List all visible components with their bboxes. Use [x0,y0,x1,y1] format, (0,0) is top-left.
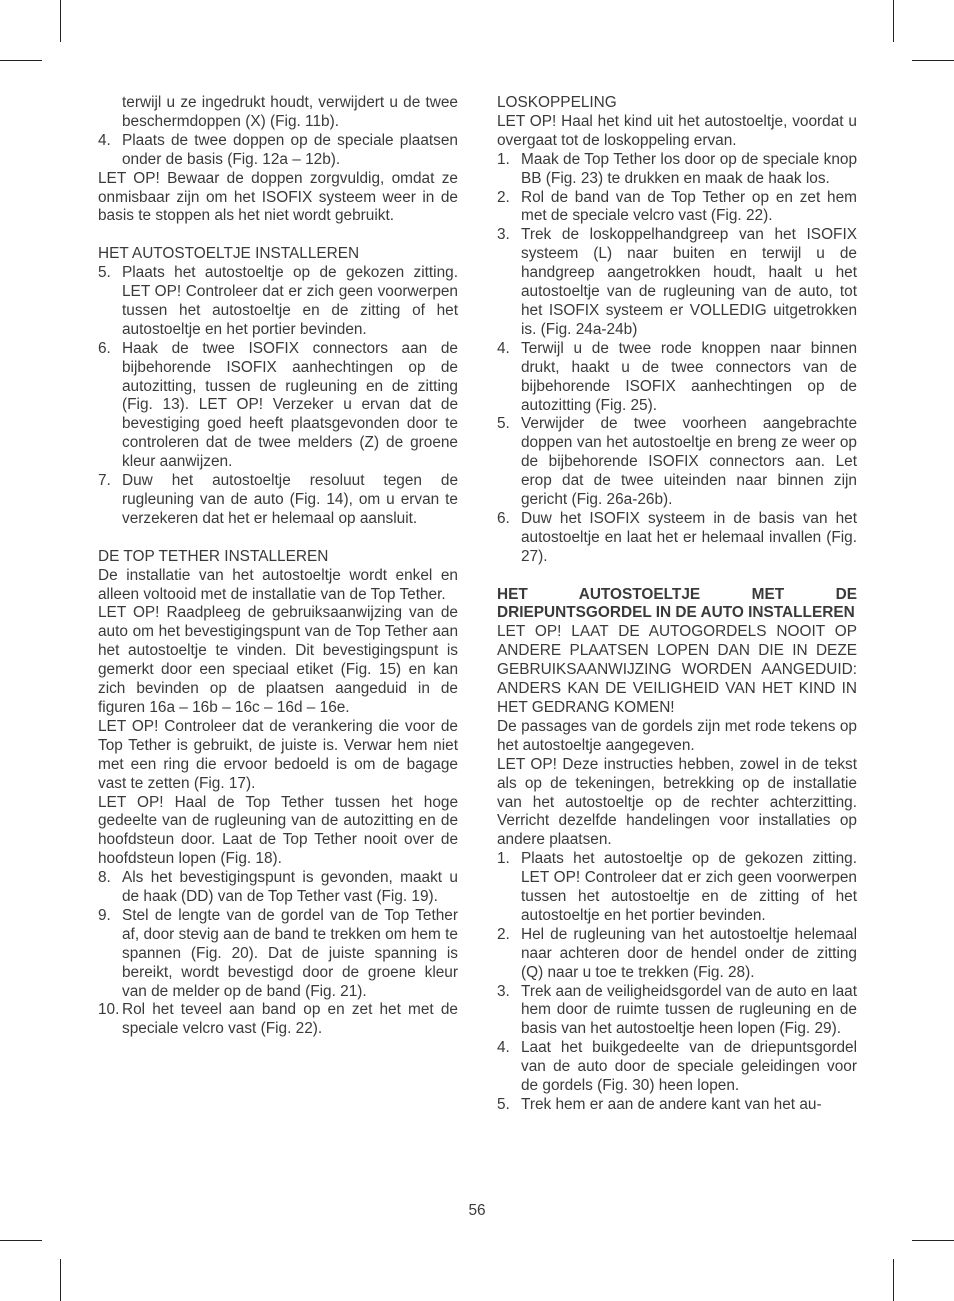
paragraph: LET OP! Raadpleeg de gebruiksaanwijzing van de auto om het bevestigingspunt van de Top Tether aan het autostoeltje te vinden. Dit bevestigingspunt is gemerkt door een speciaal etiket (Fig. 15) en kan zich bevinden op de plaatsen aangeduid in de figuren 16a – 16b – 16c – 16d – 16e. [98,604,458,716]
paragraph: LET OP! LAAT DE AUTOGORDELS NOOIT OP ANDERE PLAATSEN LOPEN DAN DIE IN DEZE GEBRUIKSAANWIJZING WORDEN AANGEDUID: ANDERS KAN DE VEILIGHEID VAN HET KIND IN HET GEDRANG KOMEN! [497,623,857,716]
right-column [497,94,857,1115]
paragraph-spacer [98,529,458,548]
list-item [98,869,458,907]
paragraph: LET OP! Deze instructies hebben, zowel in de tekst als op de tekeningen, betrekking op de installatie van het autostoeltje op de rechter achterzitting. Verricht dezelfde handelingen voor installaties op andere plaatsen. [497,755,857,849]
crop-mark [912,60,954,61]
list-item-text: Hel de rugleuning van het autostoeltje helemaal naar achteren door de hendel onder de zitting (Q) naar u toe te trekken (Fig. 28). [521,925,857,981]
crop-mark [0,60,42,61]
list-item-text: Trek hem er aan de andere kant van het au- [521,1096,822,1114]
list-item-text: Duw het ISOFIX systeem in de basis van het autostoeltje en laat het er helemaal invallen (Fig. 27). [521,509,857,565]
list-item-number: 4. [497,339,510,357]
list-item-number: 4. [98,131,111,149]
list-item-number: 3. [497,226,510,244]
list-item-number: 5. [497,415,510,433]
paragraph: DE TOP TETHER INSTALLEREN [98,547,329,565]
list-item [98,1001,458,1039]
left-column [98,94,458,1039]
paragraph: LET OP! Haal het kind uit het autostoeltje, voordat u overgaat tot de loskoppeling ervan. [497,112,857,149]
paragraph: LET OP! Haal de Top Tether tussen het hoge gedeelte van de rugleuning van de autozitting en de hoofdsteun door. Laat de Top Tether nooit over de hoofdsteun lopen (Fig. 18). [98,793,458,868]
list-item-number: 1. [497,150,510,168]
list-item-number: 9. [98,906,111,924]
crop-mark [60,1259,61,1301]
crop-mark [60,0,61,42]
list-item [497,340,857,416]
list-item-text: Als het bevestigingspunt is gevonden, maakt u de haak (DD) van de Top Tether vast (Fig. 19). [122,869,458,906]
crop-mark [0,1240,42,1241]
list-item-number: 7. [98,472,111,490]
list-item-text: Rol het teveel aan band op en zet het met de speciale velcro vast (Fig. 22). [122,1001,458,1038]
list-item [497,926,857,983]
list-item-number: 6. [98,339,111,357]
list-item-number: 5. [98,264,111,282]
list-item-number: 5. [497,1096,510,1114]
list-item [497,510,857,567]
paragraph: HET AUTOSTOELTJE INSTALLEREN [98,245,360,263]
paragraph: De installatie van het autostoeltje wordt enkel en alleen voltooid met de installatie van de Top Tether. [98,566,458,603]
list-item [497,1039,857,1096]
list-item [497,1096,857,1115]
paragraph: LET OP! Controleer dat de verankering die voor de Top Tether is gebruikt, de juiste is. Verwar hem niet met een ring die ervoor bedoeld is om de bagage vast te zetten (Fig. 17). [98,717,458,792]
list-item [497,189,857,227]
list-item-text: Duw het autostoeltje resoluut tegen de rugleuning van de auto (Fig. 14), om u ervan te verzekeren dat het er helemaal op aansluit. [122,472,458,527]
list-item [497,226,857,339]
list-item-number: 2. [497,925,510,943]
list-item-text: Trek aan de veiligheidsgordel van de auto en laat hem door de ruimte tussen de rugleuning en de basis van het autostoeltje heen lopen (Fig. 29). [521,982,857,1038]
list-item [497,850,857,926]
list-item [98,132,458,170]
paragraph: De passages van de gordels zijn met rode tekens op het autostoeltje aangegeven. [497,717,857,754]
list-item-number: 1. [497,850,510,868]
list-item-text: Terwijl u de twee rode knoppen naar binnen drukt, haakt u de twee connectors van de bijbehorende ISOFIX aanhechtingen op de autozitting (Fig. 25). [521,339,857,414]
list-item-number: 2. [497,188,510,206]
list-item-number: 4. [497,1039,510,1057]
list-item-text: Trek de loskoppelhandgreep van het ISOFIX systeem (L) naar buiten en terwijl u de handgreep aangetrokken houdt, haalt u het autostoeltje van de rugleuning van de auto, tot het ISOFIX systeem er VOLLEDIG uitgetrokken is. (Fig. 24a-24b) [521,226,857,338]
list-item-text: Rol de band van de Top Tether op en zet hem met de speciale velcro vast (Fig. 22). [521,188,857,225]
paragraph-spacer [98,226,458,245]
paragraph-spacer [497,567,857,586]
crop-mark [893,1259,894,1301]
paragraph: LOSKOPPELING [497,94,617,111]
list-item [98,264,458,340]
paragraph: LET OP! Bewaar de doppen zorgvuldig, omdat ze onmisbaar zijn om het ISOFIX systeem weer in de basis te stoppen als het niet wordt gebruikt. [98,169,458,225]
list-item-text: Plaats het autostoeltje op de gekozen zitting. LET OP! Controleer dat er zich geen voorwerpen tussen het autostoeltje en de zitting of het autostoeltje en het portier bevinden. [122,264,458,338]
list-item [497,415,857,510]
list-item [98,472,458,529]
section-heading: HET AUTOSTOELTJE MET DE DRIEPUNTSGORDEL IN DE AUTO INSTALLEREN [497,585,857,622]
list-item-continuation [98,94,458,132]
list-item-text: Maak de Top Tether los door op de speciale knop BB (Fig. 23) te drukken en maak de haak los. [521,150,857,187]
list-item-text: Stel de lengte van de gordel van de Top Tether af, door stevig aan de band te trekken om hem te spannen (Fig. 20). Dat de juiste spanning is bereikt, wordt bevestigd door de groene kleur van de melder op de band (Fig. 21). [122,906,458,1000]
page-number: 56 [468,1202,486,1219]
list-item-text: Laat het buikgedeelte van de driepuntsgordel van de auto door de speciale geleidingen voor de gordels (Fig. 30) heen lopen. [521,1039,857,1095]
list-item-number: 3. [497,982,510,1000]
list-item-number: 8. [98,869,111,887]
crop-mark [893,0,894,42]
list-item-text: Verwijder de twee voorheen aangebrachte doppen van het autostoeltje en breng ze weer op de bijbehorende ISOFIX connectors aan. Let erop dat de twee uiteinden naar binnen zijn gericht (Fig. 26a-26b). [521,415,857,509]
list-item [497,151,857,189]
list-item [98,907,458,1002]
list-item-text: terwijl u ze ingedrukt houdt, verwijdert u de twee beschermdoppen (X) (Fig. 11b). [122,94,458,130]
list-item-text: Haak de twee ISOFIX connectors aan de bijbehorende ISOFIX aanhechtingen op de autozitting, tussen de rugleuning en de zitting (Fig. 13). LET OP! Verzeker u ervan dat de bevestiging goed heeft plaatsgevonden door te controleren dat de twee melders (Z) de groene kleur aanwijzen. [122,339,458,471]
list-item-text: Plaats de twee doppen op de speciale plaatsen onder de basis (Fig. 12a – 12b). [122,131,458,168]
list-item [497,983,857,1040]
list-item [98,340,458,472]
list-item-number: 6. [497,509,510,527]
list-item-text: Plaats het autostoeltje op de gekozen zitting. LET OP! Controleer dat er zich geen voorwerpen tussen het autostoeltje en de zitting of het autostoeltje en het portier bevinden. [521,850,857,924]
crop-mark [912,1240,954,1241]
list-item-number: 10. [98,1001,120,1019]
